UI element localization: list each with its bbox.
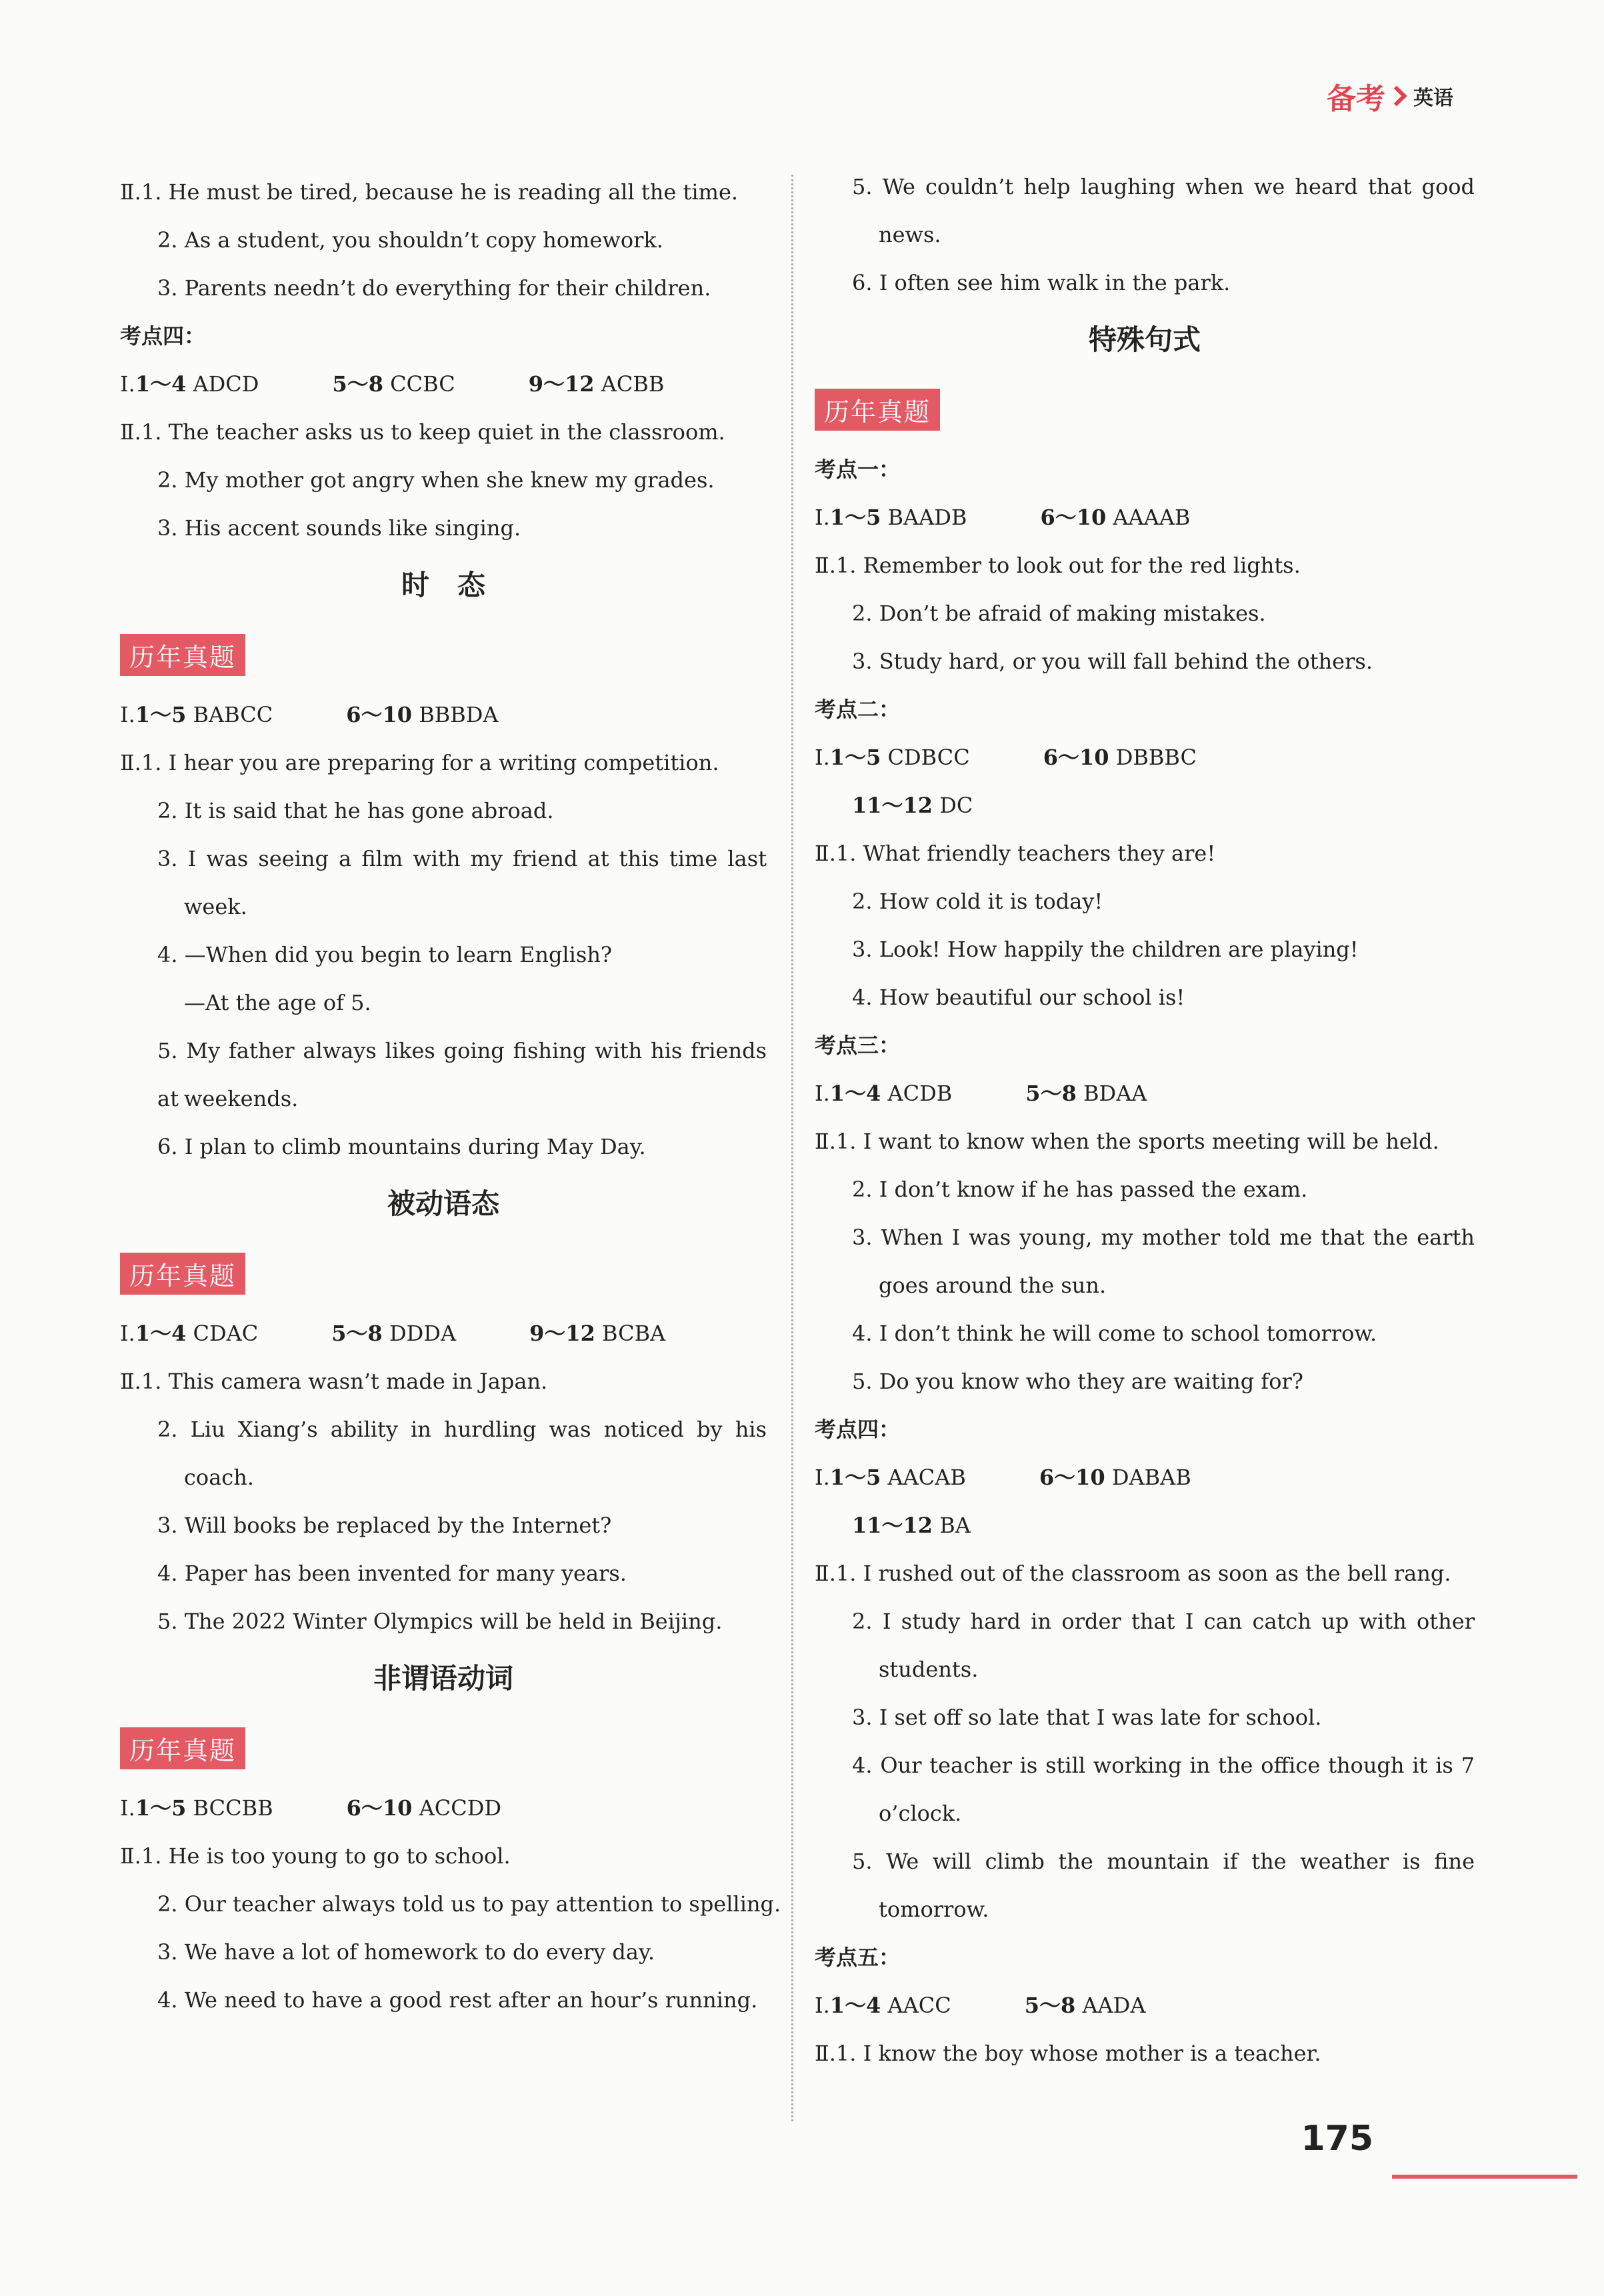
brand-label: 备考 <box>1327 82 1385 116</box>
section-subheading: 考点四： <box>815 1417 901 1442</box>
section-subheading: 考点四： <box>120 323 206 349</box>
answer-line: Ⅰ.1～4 ACDB 5～8 BDAA <box>815 1081 1147 1106</box>
answer-line: Ⅱ.1. Remember to look out for the red lights. <box>815 553 1301 578</box>
answer-line: 2. It is said that he has gone abroad. <box>157 798 554 823</box>
answer-line: 2. I study hard in order that I can catch up with other <box>852 1609 1475 1634</box>
answer-line: 3. Study hard, or you will fall behind the others. <box>852 649 1373 674</box>
page-number: 175 <box>1301 2119 1373 2159</box>
answer-line: 4. How beautiful our school is! <box>852 985 1185 1010</box>
section-title: 特殊句式 <box>1088 323 1201 356</box>
section-subheading: 考点五： <box>815 1945 901 1970</box>
answer-line: 3. Parents needn’t do everything for their children. <box>157 275 711 301</box>
answer-line: Ⅰ.1～5 CDBCC 6～10 DBBBC <box>815 745 1197 770</box>
answer-line: 6. I often see him walk in the park. <box>852 270 1231 295</box>
answer-line: 3. We have a lot of homework to do every day. <box>157 1939 655 1965</box>
answer-line: 6. I plan to climb mountains during May Day. <box>157 1134 646 1159</box>
answer-line: goes around the sun. <box>879 1273 1107 1298</box>
answer-line: 5. My father always likes going fishing with his friends at <box>157 1038 767 1111</box>
chevron-right-icon <box>1386 85 1407 106</box>
answer-line: 3. Look! How happily the children are playing! <box>852 937 1359 962</box>
column-divider <box>791 175 793 2121</box>
answer-line: Ⅱ.1. He is too young to go to school. <box>120 1843 511 1869</box>
answer-line: o’clock. <box>879 1801 962 1826</box>
answer-line: Ⅰ.1～5 BABCC 6～10 BBBDA <box>120 702 499 727</box>
answer-line: Ⅰ.1～4 CDAC 5～8 DDDA 9～12 BCBA <box>120 1321 666 1346</box>
answer-line: weekends. <box>184 1086 299 1111</box>
answer-line: Ⅱ.1. I hear you are preparing for a writing competition. <box>120 750 719 775</box>
answer-line: Ⅱ.1. The teacher asks us to keep quiet in the classroom. <box>120 419 725 445</box>
past-exams-tag: 历年真题 <box>815 389 940 431</box>
answer-line: 2. I don’t know if he has passed the exam. <box>852 1177 1308 1202</box>
subject-label: 英语 <box>1413 87 1453 110</box>
past-exams-tag: 历年真题 <box>120 1727 245 1769</box>
past-exams-tag: 历年真题 <box>120 634 245 676</box>
section-subheading: 考点三： <box>815 1033 901 1058</box>
page-header <box>1327 75 1453 117</box>
answer-line: 5. Do you know who they are waiting for? <box>852 1369 1303 1394</box>
answer-line: 2. My mother got angry when she knew my grades. <box>157 467 715 493</box>
answer-line: 4. —When did you begin to learn English? <box>157 942 613 967</box>
answer-line: 2. Liu Xiang’s ability in hurdling was noticed by his <box>157 1417 767 1442</box>
answer-line: Ⅱ.1. I rushed out of the classroom as soon as the bell rang. <box>815 1561 1451 1586</box>
answer-line: Ⅰ.1～5 BCCBB 6～10 ACCDD <box>120 1795 502 1821</box>
section-title: 非谓语动词 <box>373 1662 513 1695</box>
answer-line: —At the age of 5. <box>184 990 371 1015</box>
answer-line: 2. Our teacher always told us to pay attention to spelling. <box>157 1891 781 1917</box>
answer-line: week. <box>184 894 247 919</box>
answer-line: students. <box>879 1657 979 1682</box>
answer-line: Ⅱ.1. He must be tired, because he is reading all the time. <box>120 179 739 205</box>
section-subheading: 考点二： <box>815 697 901 722</box>
answer-line: 3. When I was young, my mother told me that the earth <box>852 1225 1475 1250</box>
answer-line: 4. I don’t think he will come to school tomorrow. <box>852 1321 1377 1346</box>
answer-line: 5. We will climb the mountain if the weather is fine <box>852 1849 1475 1874</box>
left-column <box>120 168 781 2024</box>
answer-line: Ⅰ.1～4 AACC 5～8 AADA <box>815 1993 1146 2018</box>
answer-line: Ⅰ.1～5 AACAB 6～10 DABAB <box>815 1465 1191 1490</box>
answer-line: 3. I was seeing a film with my friend at this time last <box>157 846 767 871</box>
answer-line: 3. Will books be replaced by the Internet? <box>157 1513 612 1538</box>
answer-line: 4. We need to have a good rest after an hour’s running. <box>157 1987 758 2013</box>
answer-line: tomorrow. <box>879 1897 989 1922</box>
answer-line: Ⅰ.1～5 BAADB 6～10 AAAAB <box>815 505 1191 530</box>
answer-line: 2. How cold it is today! <box>852 889 1103 914</box>
answer-line: Ⅰ.1～4 ADCD 5～8 CCBC 9～12 ACBB <box>120 371 665 397</box>
answer-line: 5. The 2022 Winter Olympics will be held in Beijing. <box>157 1609 723 1634</box>
answer-line: Ⅱ.1. I know the boy whose mother is a teacher. <box>815 2041 1321 2066</box>
answer-line: 3. I set off so late that I was late for school. <box>852 1705 1322 1730</box>
answer-line: 2. Don’t be afraid of making mistakes. <box>852 601 1266 626</box>
answer-line: 3. His accent sounds like singing. <box>157 515 521 541</box>
right-column <box>815 163 1475 2077</box>
answer-line: 11～12 BA <box>852 1513 971 1538</box>
answer-line: 4. Our teacher is still working in the office though it is 7 <box>852 1753 1475 1778</box>
answer-line: coach. <box>184 1465 254 1490</box>
answer-line: news. <box>879 222 941 247</box>
past-exams-tag: 历年真题 <box>120 1253 245 1295</box>
answer-line: 4. Paper has been invented for many years. <box>157 1561 627 1586</box>
answer-line: 5. We couldn’t help laughing when we heard that good <box>852 174 1475 199</box>
answer-line: Ⅱ.1. What friendly teachers they are! <box>815 841 1216 866</box>
answer-line: Ⅱ.1. I want to know when the sports meeting will be held. <box>815 1129 1439 1154</box>
section-title: 时 态 <box>401 569 485 601</box>
answer-line: 2. As a student, you shouldn’t copy homework. <box>157 227 663 253</box>
section-title: 被动语态 <box>387 1187 499 1220</box>
answer-line: 11～12 DC <box>852 793 973 818</box>
page-number-underline <box>1392 2175 1577 2179</box>
section-subheading: 考点一： <box>815 457 901 482</box>
answer-line: Ⅱ.1. This camera wasn’t made in Japan. <box>120 1369 548 1394</box>
